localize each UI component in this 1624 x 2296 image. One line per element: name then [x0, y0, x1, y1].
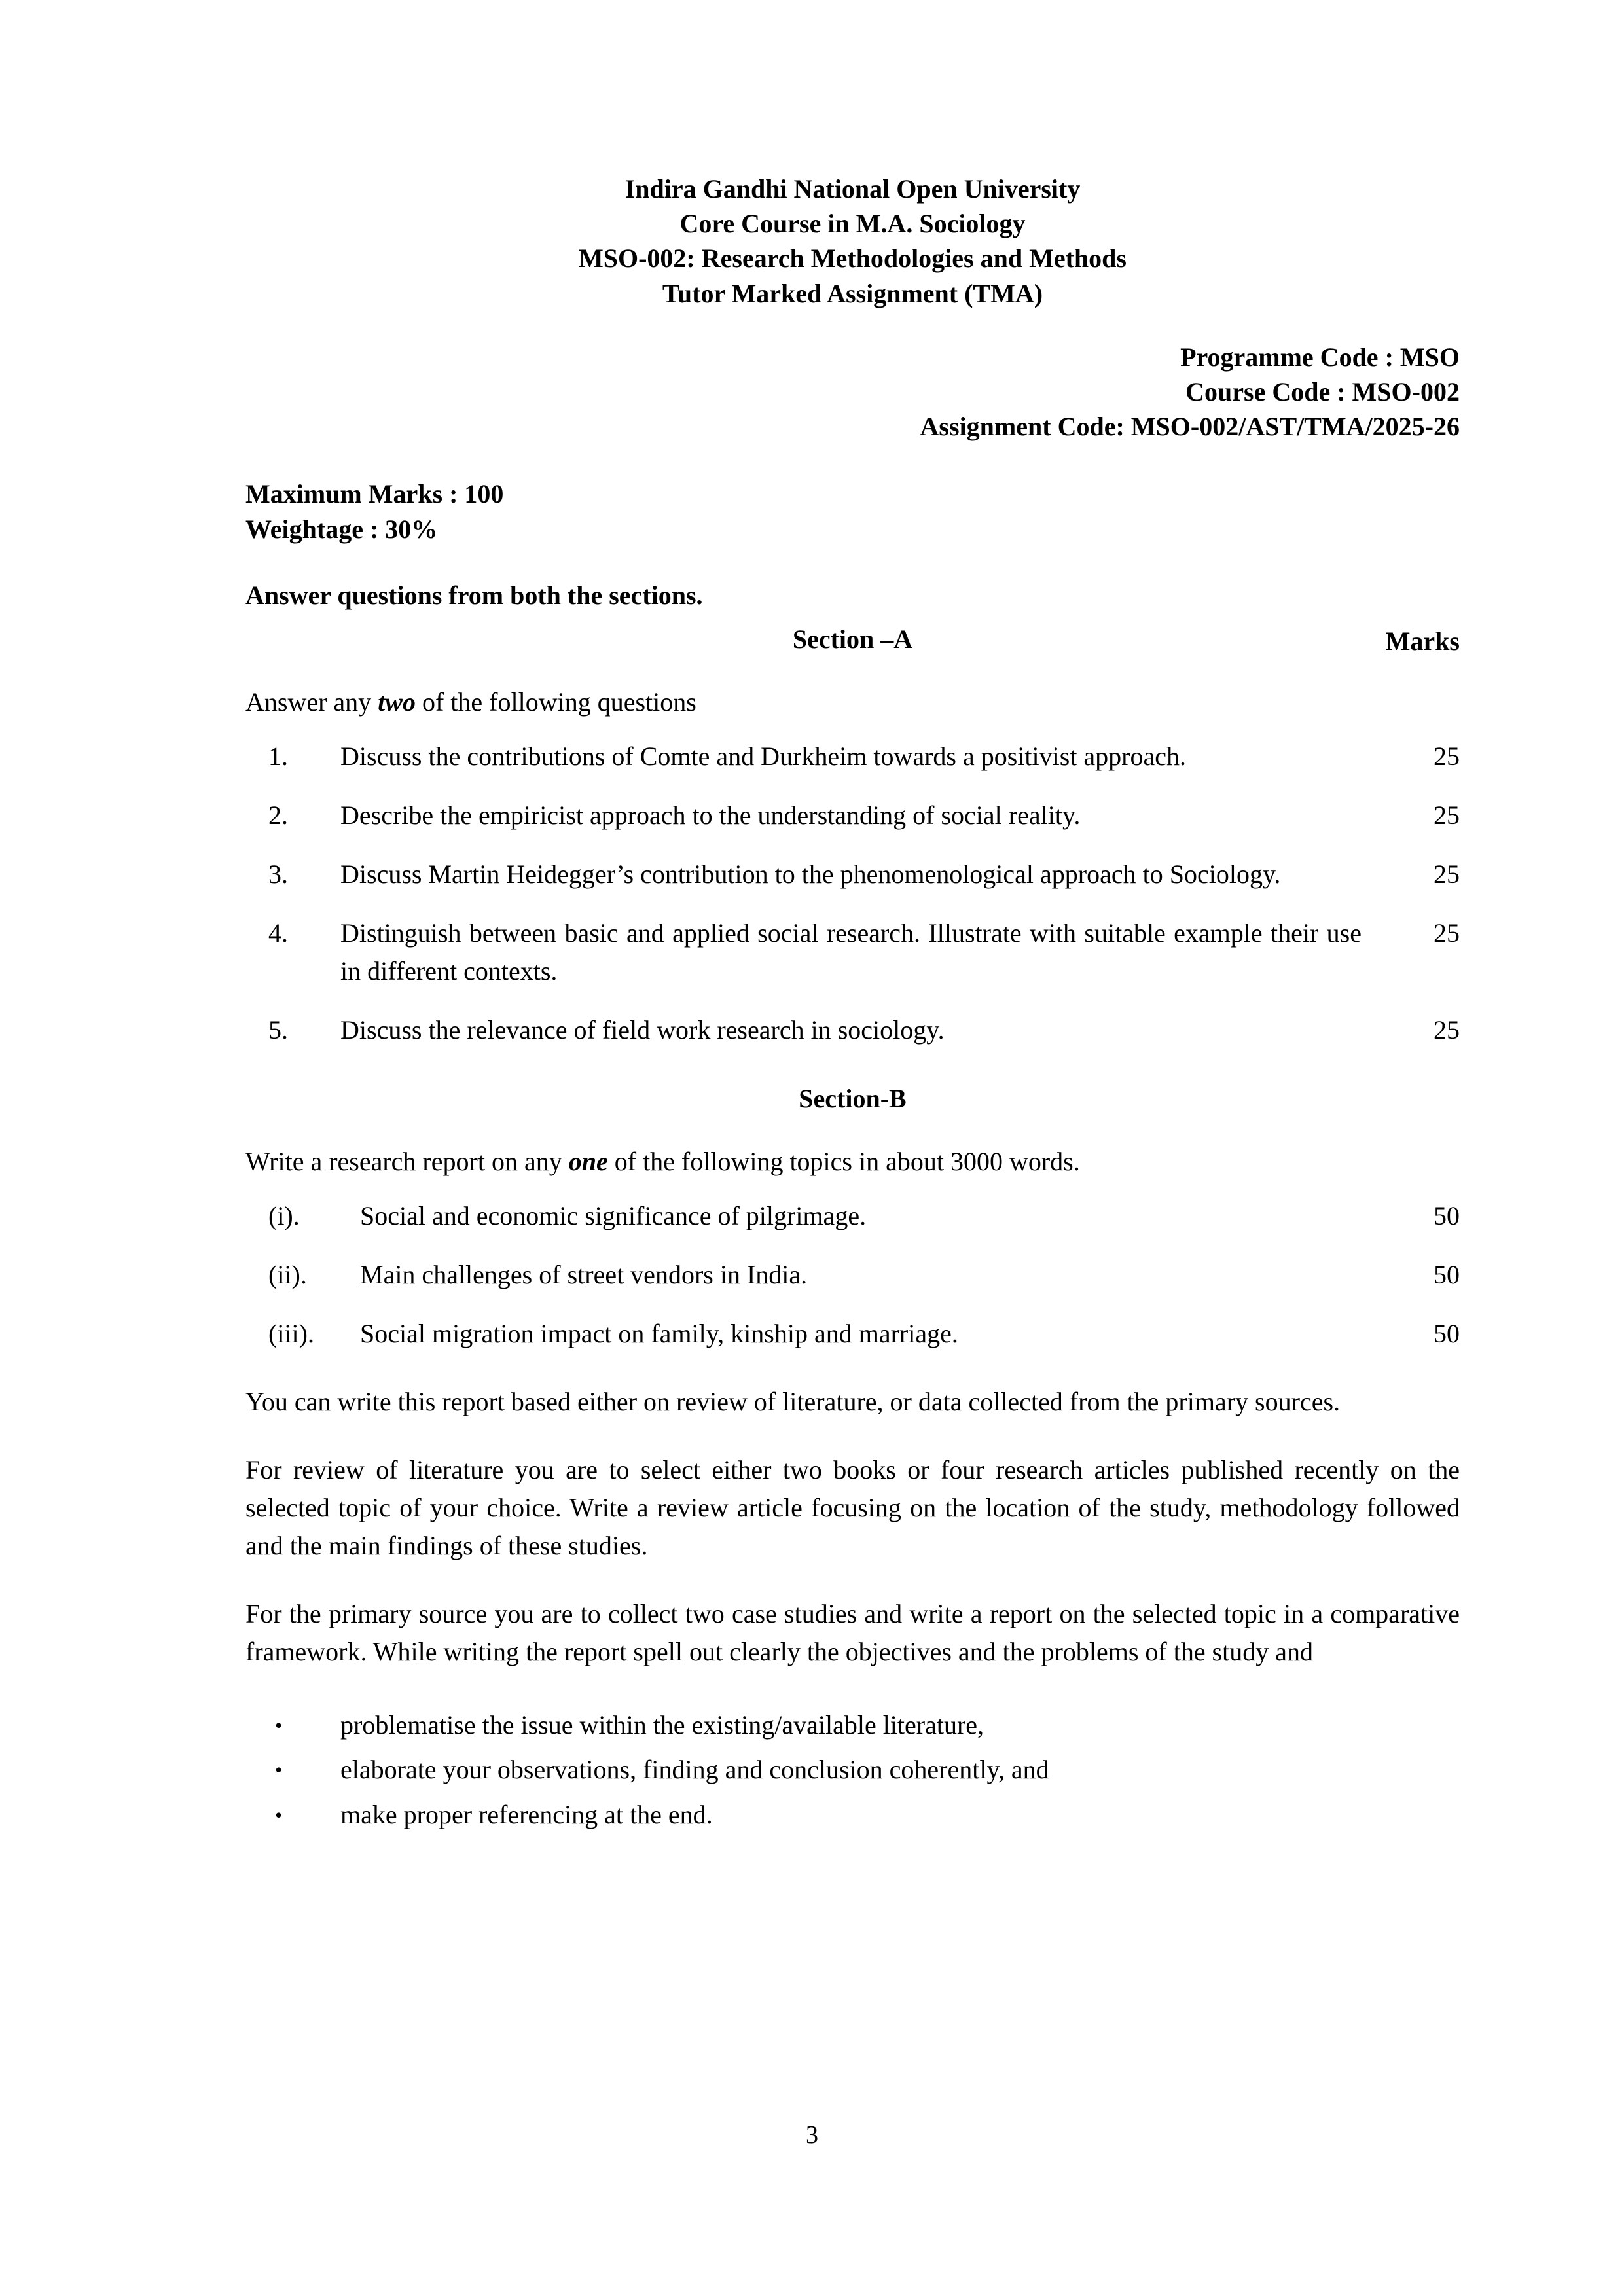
document-content [245, 0, 1460, 1840]
report-requirements-list [245, 1706, 1460, 1834]
question-marks: 25 [1434, 742, 1460, 772]
section-a-lead-suffix: of the following questions [415, 687, 696, 717]
section-b-lead-emphasis: one [568, 1147, 608, 1177]
topic-number: (ii). [268, 1260, 307, 1290]
list-item [245, 1706, 1460, 1744]
assignment-code: Assignment Code: MSO-002/AST/TMA/2025-26 [920, 412, 1460, 442]
topic-text: Social and economic significance of pilgrimage. [360, 1201, 867, 1231]
list-item-label: elaborate your observations, finding and conclusion coherently, and [340, 1755, 1049, 1785]
answer-instruction: Answer questions from both the sections. [245, 580, 703, 610]
topic-number: (iii). [268, 1319, 314, 1349]
code-block [245, 340, 1460, 444]
topic-marks: 50 [1434, 1260, 1460, 1290]
section-a-question-list [245, 738, 1460, 1049]
question-item [245, 914, 1460, 990]
topic-text: Social migration impact on family, kinship and marriage. [360, 1319, 958, 1349]
question-marks: 25 [1434, 1015, 1460, 1045]
question-marks: 25 [1434, 918, 1460, 948]
section-a-lead [245, 685, 1460, 719]
page-number: 3 [806, 2121, 818, 2149]
section-b-title: Section-B [799, 1084, 907, 1114]
report-source-paragraph: You can write this report based either on review of literature, or data collected from the primary sources. [245, 1387, 1341, 1417]
section-a-title: Section –A [792, 624, 913, 654]
question-item [245, 855, 1460, 893]
assignment-type: Tutor Marked Assignment (TMA) [662, 278, 1043, 308]
weightage: Weightage : 30% [245, 514, 438, 544]
question-text: Discuss Martin Heidegger’s contribution to the phenomenological approach to Sociology. [340, 859, 1281, 889]
question-text: Describe the empiricist approach to the understanding of social reality. [340, 800, 1081, 831]
question-marks: 25 [1434, 859, 1460, 889]
question-text: Distinguish between basic and applied social research. Illustrate with suitable example their use in different contexts. [340, 918, 1362, 986]
bullet-icon: • [275, 1803, 283, 1827]
topic-marks: 50 [1434, 1201, 1460, 1231]
course-programme: Core Course in M.A. Sociology [679, 209, 1026, 239]
course-title: MSO-002: Research Methodologies and Methods [579, 243, 1127, 274]
bullet-icon: • [275, 1713, 283, 1738]
course-code: Course Code : MSO-002 [1185, 376, 1460, 406]
question-number: 3. [268, 859, 288, 889]
question-text: Discuss the relevance of field work research in sociology. [340, 1015, 945, 1045]
literature-review-paragraph: For review of literature you are to select either two books or four research articles published recently on the selected topic of your choice. Write a review article focusing on the location of the study, methodology followed and the main findings of these studies. [245, 1455, 1460, 1561]
section-b-lead-suffix: of the following topics in about 3000 words. [607, 1147, 1080, 1177]
marks-column-header: Marks [1385, 626, 1460, 656]
maximum-marks: Maximum Marks : 100 [245, 479, 504, 509]
topic-text: Main challenges of street vendors in India. [360, 1260, 808, 1290]
question-number: 1. [268, 742, 288, 772]
bullet-icon: • [275, 1758, 283, 1782]
list-item-label: problematise the issue within the existing/available literature, [340, 1710, 984, 1740]
question-marks: 25 [1434, 800, 1460, 831]
topic-marks: 50 [1434, 1319, 1460, 1349]
section-a-lead-prefix: Answer any [245, 687, 378, 717]
question-item [245, 738, 1460, 776]
section-a-lead-emphasis: two [378, 687, 416, 717]
topic-number: (i). [268, 1201, 300, 1231]
question-number: 2. [268, 800, 288, 831]
question-number: 4. [268, 918, 288, 948]
topic-item [245, 1197, 1460, 1235]
list-item-label: make proper referencing at the end. [340, 1799, 713, 1829]
topic-item [245, 1315, 1460, 1353]
question-text: Discuss the contributions of Comte and Durkheim towards a positivist approach. [340, 742, 1187, 772]
question-item [245, 1011, 1460, 1049]
section-b-topic-list [245, 1197, 1460, 1353]
topic-item [245, 1256, 1460, 1294]
university-name: Indira Gandhi National Open University [624, 174, 1081, 204]
primary-source-paragraph: For the primary source you are to collect two case studies and write a report on the selected topic in a comparative framework. While writing the report spell out clearly the objectives and the problems of the study and [245, 1599, 1460, 1667]
list-item [245, 1796, 1460, 1834]
section-b-lead [245, 1144, 1460, 1179]
document-header [245, 171, 1460, 311]
section-b-lead-prefix: Write a research report on any [245, 1147, 569, 1177]
list-item [245, 1751, 1460, 1789]
programme-code: Programme Code : MSO [1180, 342, 1460, 372]
question-item [245, 797, 1460, 834]
marks-weightage-block [245, 476, 1460, 546]
question-number: 5. [268, 1015, 288, 1045]
